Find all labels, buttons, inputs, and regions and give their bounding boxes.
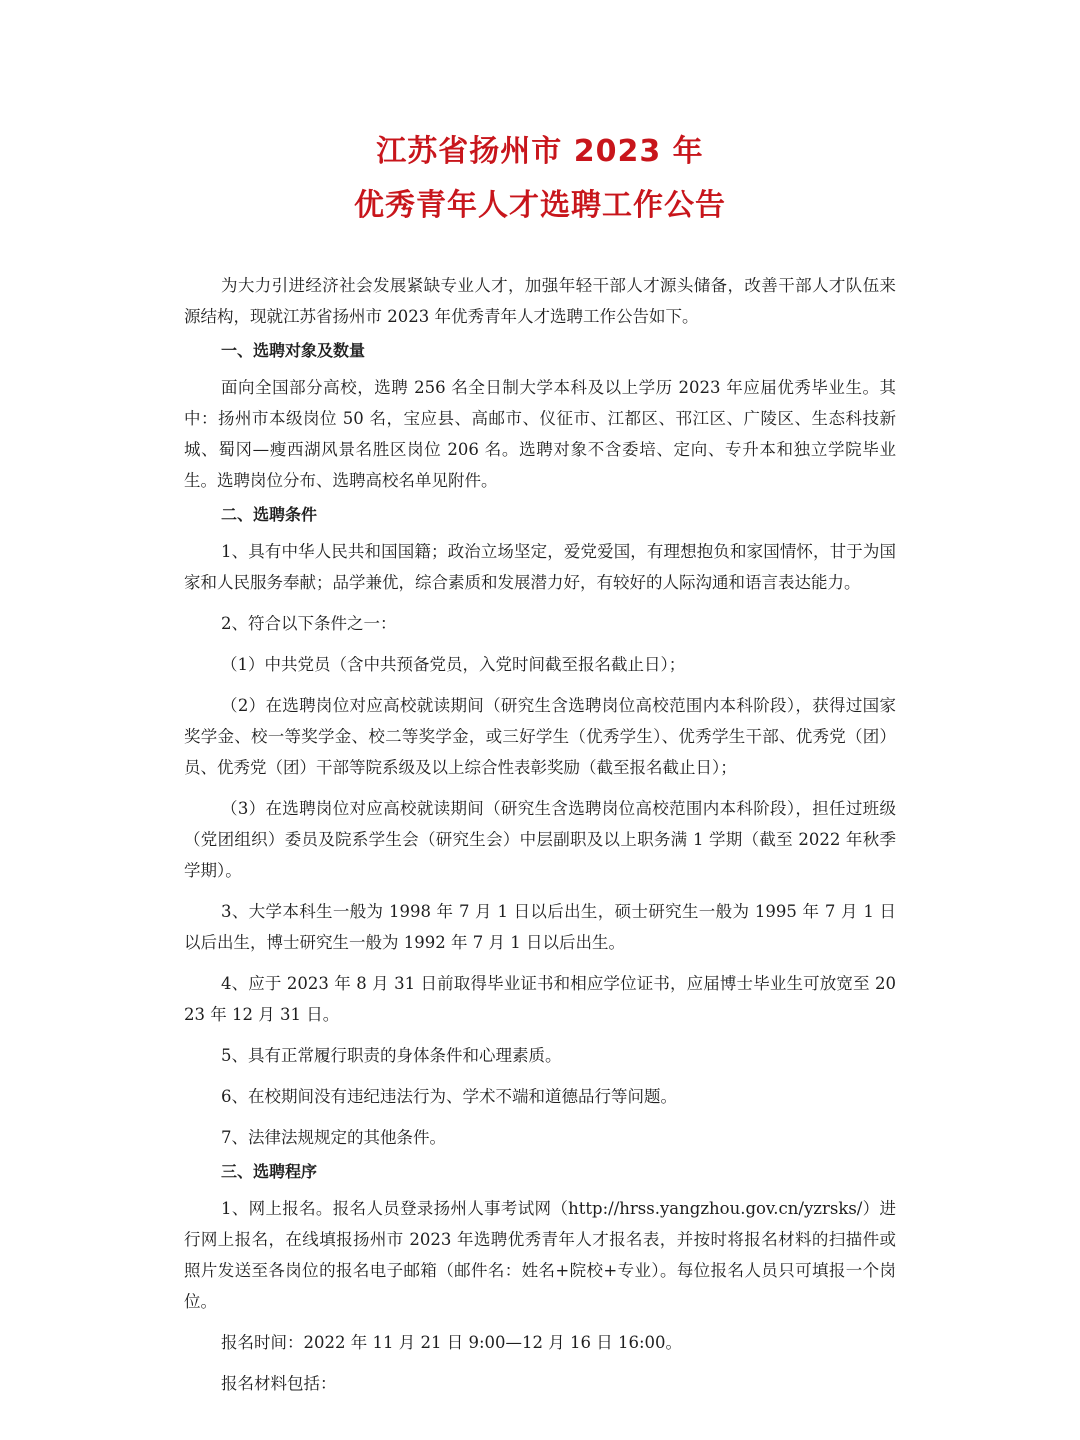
announcement-body	[184, 270, 896, 1405]
condition-item-7: 7、法律法规规定的其他条件。	[221, 1128, 446, 1147]
section-heading-2: 二、选聘条件	[221, 505, 318, 524]
title-line-2: 优秀青年人才选聘工作公告	[354, 188, 726, 223]
condition-item-5: 5、具有正常履行职责的身体条件和心理素质。	[221, 1046, 562, 1065]
section-heading-1: 一、选聘对象及数量	[221, 341, 366, 360]
intro-paragraph: 为大力引进经济社会发展紧缺专业人才，加强年轻干部人才源头储备，改善干部人才队伍来源结构，现就江苏省扬州市 2023 年优秀青年人才选聘工作公告如下。	[184, 276, 896, 326]
condition-item-2: 2、符合以下条件之一：	[221, 614, 397, 633]
section-heading-3: 三、选聘程序	[221, 1162, 318, 1181]
section1-paragraph: 面向全国部分高校，选聘 256 名全日制大学本科及以上学历 2023 年应届优秀毕业生。其中：扬州市本级岗位 50 名，宝应县、高邮市、仪征市、江都区、邗江区、广陵区、生态科技新城、蜀冈—瘦西湖风景名胜区岗位 206 名。选聘对象不含委培、定向、专升本和独立学院毕业生。选聘岗位分布、选聘高校名单见附件。	[184, 378, 896, 490]
condition-subitem-2: （2）在选聘岗位对应高校就读期间（研究生含选聘岗位高校范围内本科阶段），获得过国家奖学金、校一等奖学金、校二等奖学金，或三好学生（优秀学生）、优秀学生干部、优秀党（团）员、优秀党（团）干部等院系级及以上综合性表彰奖励（截至报名截止日）；	[184, 696, 896, 777]
registration-materials: 报名材料包括：	[221, 1374, 337, 1393]
registration-time: 报名时间：2022 年 11 月 21 日 9:00—12 月 16 日 16:00。	[221, 1333, 683, 1352]
procedure-step-1: 1、网上报名。报名人员登录扬州人事考试网（http://hrss.yangzhou.gov.cn/yzrsks/）进行网上报名，在线填报扬州市 2023 年选聘优秀青年人才报名表，并按时将报名材料的扫描件或照片发送至各岗位的报名电子邮箱（邮件名：姓名+院校+专业）。每位报名人员只可填报一个岗位。	[184, 1199, 896, 1311]
condition-item-6: 6、在校期间没有违纪违法行为、学术不端和道德品行等问题。	[221, 1087, 677, 1106]
condition-subitem-1: （1）中共党员（含中共预备党员，入党时间截至报名截止日）；	[221, 655, 686, 674]
condition-item-4: 4、应于 2023 年 8 月 31 日前取得毕业证书和相应学位证书，应届博士毕业生可放宽至 2023 年 12 月 31 日。	[184, 974, 896, 1024]
condition-item-3: 3、大学本科生一般为 1998 年 7 月 1 日以后出生，硕士研究生一般为 1995 年 7 月 1 日以后出生，博士研究生一般为 1992 年 7 月 1 日以后出生。	[184, 902, 896, 952]
condition-item-1: 1、具有中华人民共和国国籍；政治立场坚定，爱党爱国，有理想抱负和家国情怀，甘于为国家和人民服务奉献；品学兼优，综合素质和发展潜力好，有较好的人际沟通和语言表达能力。	[184, 542, 896, 592]
title-line-1: 江苏省扬州市 2023 年	[376, 134, 704, 169]
condition-subitem-3: （3）在选聘岗位对应高校就读期间（研究生含选聘岗位高校范围内本科阶段），担任过班级（党团组织）委员及院系学生会（研究生会）中层副职及以上职务满 1 学期（截至 2022 年秋季学期）。	[184, 799, 896, 880]
